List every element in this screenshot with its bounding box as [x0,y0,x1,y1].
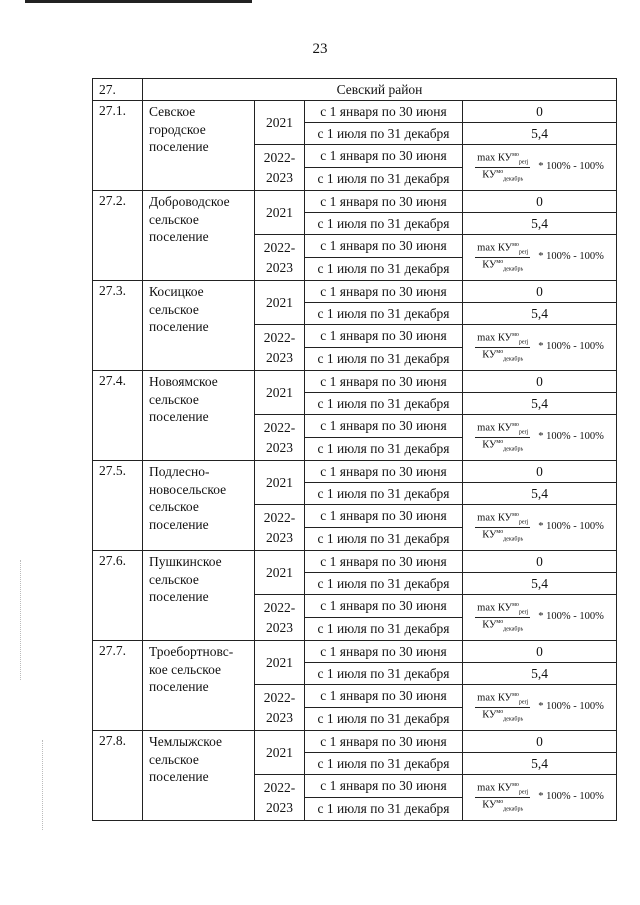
settlement-number: 27.8. [93,731,143,821]
period-cell: с 1 июля по 31 декабря [305,483,463,505]
settlement-row [93,641,617,663]
settlement-number: 27.3. [93,281,143,371]
formula [463,512,616,542]
year-cell: 2021 [255,731,305,775]
settlement-row [93,281,617,303]
period-cell: с 1 января по 30 июня [305,505,463,528]
top-rule [25,0,252,3]
period-cell: с 1 января по 30 июня [305,415,463,438]
formula-tail: * 100% - 100% [538,161,604,173]
formula [463,782,616,812]
period-cell: с 1 июля по 31 декабря [305,528,463,551]
settlement-name: Косицкое сельское поселение [143,281,255,371]
formula-denominator: $КУ^{мо}_{декабрь}$ [482,619,524,633]
period-cell: с 1 июля по 31 декабря [305,708,463,731]
period-cell: с 1 января по 30 июня [305,325,463,348]
year-cell: 2022-2023 [255,145,305,191]
year-cell: 2021 [255,371,305,415]
scan-mark [20,560,21,680]
year-cell: 2022-2023 [255,685,305,731]
settlement-number: 27.1. [93,101,143,191]
region-header-row [93,79,617,101]
settlement-row [93,461,617,483]
region-number: 27. [93,79,143,101]
formula-fraction [475,692,530,722]
settlement-name: Севское городское поселение [143,101,255,191]
formula-tail: * 100% - 100% [538,431,604,443]
value-cell: 0 [463,461,617,483]
year-cell: 2021 [255,641,305,685]
period-cell: с 1 января по 30 июня [305,551,463,573]
settlement-row [93,371,617,393]
formula-numerator: $\max КУ^{мо}_{perj}$ [477,332,529,346]
period-cell: с 1 января по 30 июня [305,235,463,258]
formula [463,152,616,182]
settlement-number: 27.6. [93,551,143,641]
formula-tail: * 100% - 100% [538,521,604,533]
value-cell: 5,4 [463,483,617,505]
scan-mark [42,740,43,830]
formula [463,242,616,272]
formula-tail: * 100% - 100% [538,251,604,263]
formula-cell [463,325,617,371]
settlement-name: Троебортновс-кое сельское поселение [143,641,255,731]
period-cell: с 1 января по 30 июня [305,281,463,303]
value-cell: 5,4 [463,303,617,325]
settlement-name: Новоямское сельское поселение [143,371,255,461]
formula-denominator: $КУ^{мо}_{декабрь}$ [482,169,524,183]
formula-tail: * 100% - 100% [538,611,604,623]
formula-fraction [475,332,530,362]
formula-numerator: $\max КУ^{мо}_{perj}$ [477,512,529,526]
year-cell: 2022-2023 [255,415,305,461]
period-cell: с 1 июля по 31 декабря [305,798,463,821]
period-cell: с 1 января по 30 июня [305,595,463,618]
period-cell: с 1 июля по 31 декабря [305,168,463,191]
value-cell: 5,4 [463,663,617,685]
year-cell: 2021 [255,281,305,325]
settlement-name: Подлесно-новосельское сельское поселение [143,461,255,551]
period-cell: с 1 июля по 31 декабря [305,123,463,145]
formula-fraction [475,152,530,182]
value-cell: 5,4 [463,753,617,775]
formula-cell [463,235,617,281]
period-cell: с 1 января по 30 июня [305,461,463,483]
settlement-row [93,191,617,213]
period-cell: с 1 января по 30 июня [305,191,463,213]
year-cell: 2021 [255,101,305,145]
period-cell: с 1 июля по 31 декабря [305,303,463,325]
value-cell: 5,4 [463,573,617,595]
period-cell: с 1 января по 30 июня [305,101,463,123]
formula-cell [463,775,617,821]
year-cell: 2022-2023 [255,235,305,281]
period-cell: с 1 июля по 31 декабря [305,573,463,595]
year-cell: 2022-2023 [255,505,305,551]
period-cell: с 1 января по 30 июня [305,731,463,753]
period-cell: с 1 января по 30 июня [305,145,463,168]
formula-tail: * 100% - 100% [538,701,604,713]
formula-numerator: $\max КУ^{мо}_{perj}$ [477,242,529,256]
value-cell: 5,4 [463,213,617,235]
formula-numerator: $\max КУ^{мо}_{perj}$ [477,602,529,616]
settlement-row [93,551,617,573]
formula-numerator: $\max КУ^{мо}_{perj}$ [477,152,529,166]
value-cell: 5,4 [463,123,617,145]
formula [463,602,616,632]
period-cell: с 1 июля по 31 декабря [305,438,463,461]
settlement-row [93,101,617,123]
formula [463,332,616,362]
page-number: 23 [312,41,328,57]
formula-cell [463,415,617,461]
formula-cell [463,595,617,641]
formula-denominator: $КУ^{мо}_{декабрь}$ [482,799,524,813]
formula-denominator: $КУ^{мо}_{декабрь}$ [482,709,524,723]
value-cell: 0 [463,731,617,753]
formula-fraction [475,782,530,812]
formula-fraction [475,242,530,272]
year-cell: 2021 [255,551,305,595]
formula-fraction [475,422,530,452]
year-cell: 2022-2023 [255,595,305,641]
settlement-name: Чемлыжское сельское поселение [143,731,255,821]
formula-denominator: $КУ^{мо}_{декабрь}$ [482,529,524,543]
settlement-number: 27.5. [93,461,143,551]
region-name: Севский район [143,79,617,101]
year-cell: 2022-2023 [255,775,305,821]
formula-fraction [475,602,530,632]
formula [463,692,616,722]
period-cell: с 1 июля по 31 декабря [305,663,463,685]
value-cell: 0 [463,641,617,663]
formula-denominator: $КУ^{мо}_{декабрь}$ [482,349,524,363]
year-cell: 2021 [255,191,305,235]
period-cell: с 1 января по 30 июня [305,685,463,708]
period-cell: с 1 июля по 31 декабря [305,393,463,415]
formula [463,422,616,452]
settlement-number: 27.2. [93,191,143,281]
value-cell: 0 [463,371,617,393]
settlement-number: 27.7. [93,641,143,731]
period-cell: с 1 июля по 31 декабря [305,258,463,281]
settlement-number: 27.4. [93,371,143,461]
formula-tail: * 100% - 100% [538,791,604,803]
tariff-table [92,78,617,821]
formula-fraction [475,512,530,542]
value-cell: 0 [463,191,617,213]
formula-cell [463,505,617,551]
formula-denominator: $КУ^{мо}_{декабрь}$ [482,259,524,273]
settlement-name: Пушкинское сельское поселение [143,551,255,641]
year-cell: 2021 [255,461,305,505]
value-cell: 5,4 [463,393,617,415]
value-cell: 0 [463,101,617,123]
period-cell: с 1 июля по 31 декабря [305,213,463,235]
period-cell: с 1 января по 30 июня [305,775,463,798]
formula-numerator: $\max КУ^{мо}_{perj}$ [477,692,529,706]
year-cell: 2022-2023 [255,325,305,371]
settlement-row [93,731,617,753]
formula-numerator: $\max КУ^{мо}_{perj}$ [477,422,529,436]
settlement-name: Добροводское сельское поселение [143,191,255,281]
value-cell: 0 [463,281,617,303]
formula-cell [463,685,617,731]
formula-denominator: $КУ^{мо}_{декабрь}$ [482,439,524,453]
period-cell: с 1 января по 30 июня [305,371,463,393]
period-cell: с 1 июля по 31 декабря [305,753,463,775]
period-cell: с 1 января по 30 июня [305,641,463,663]
formula-tail: * 100% - 100% [538,341,604,353]
period-cell: с 1 июля по 31 декабря [305,348,463,371]
formula-cell [463,145,617,191]
table-body [93,79,617,821]
formula-numerator: $\max КУ^{мо}_{perj}$ [477,782,529,796]
period-cell: с 1 июля по 31 декабря [305,618,463,641]
value-cell: 0 [463,551,617,573]
